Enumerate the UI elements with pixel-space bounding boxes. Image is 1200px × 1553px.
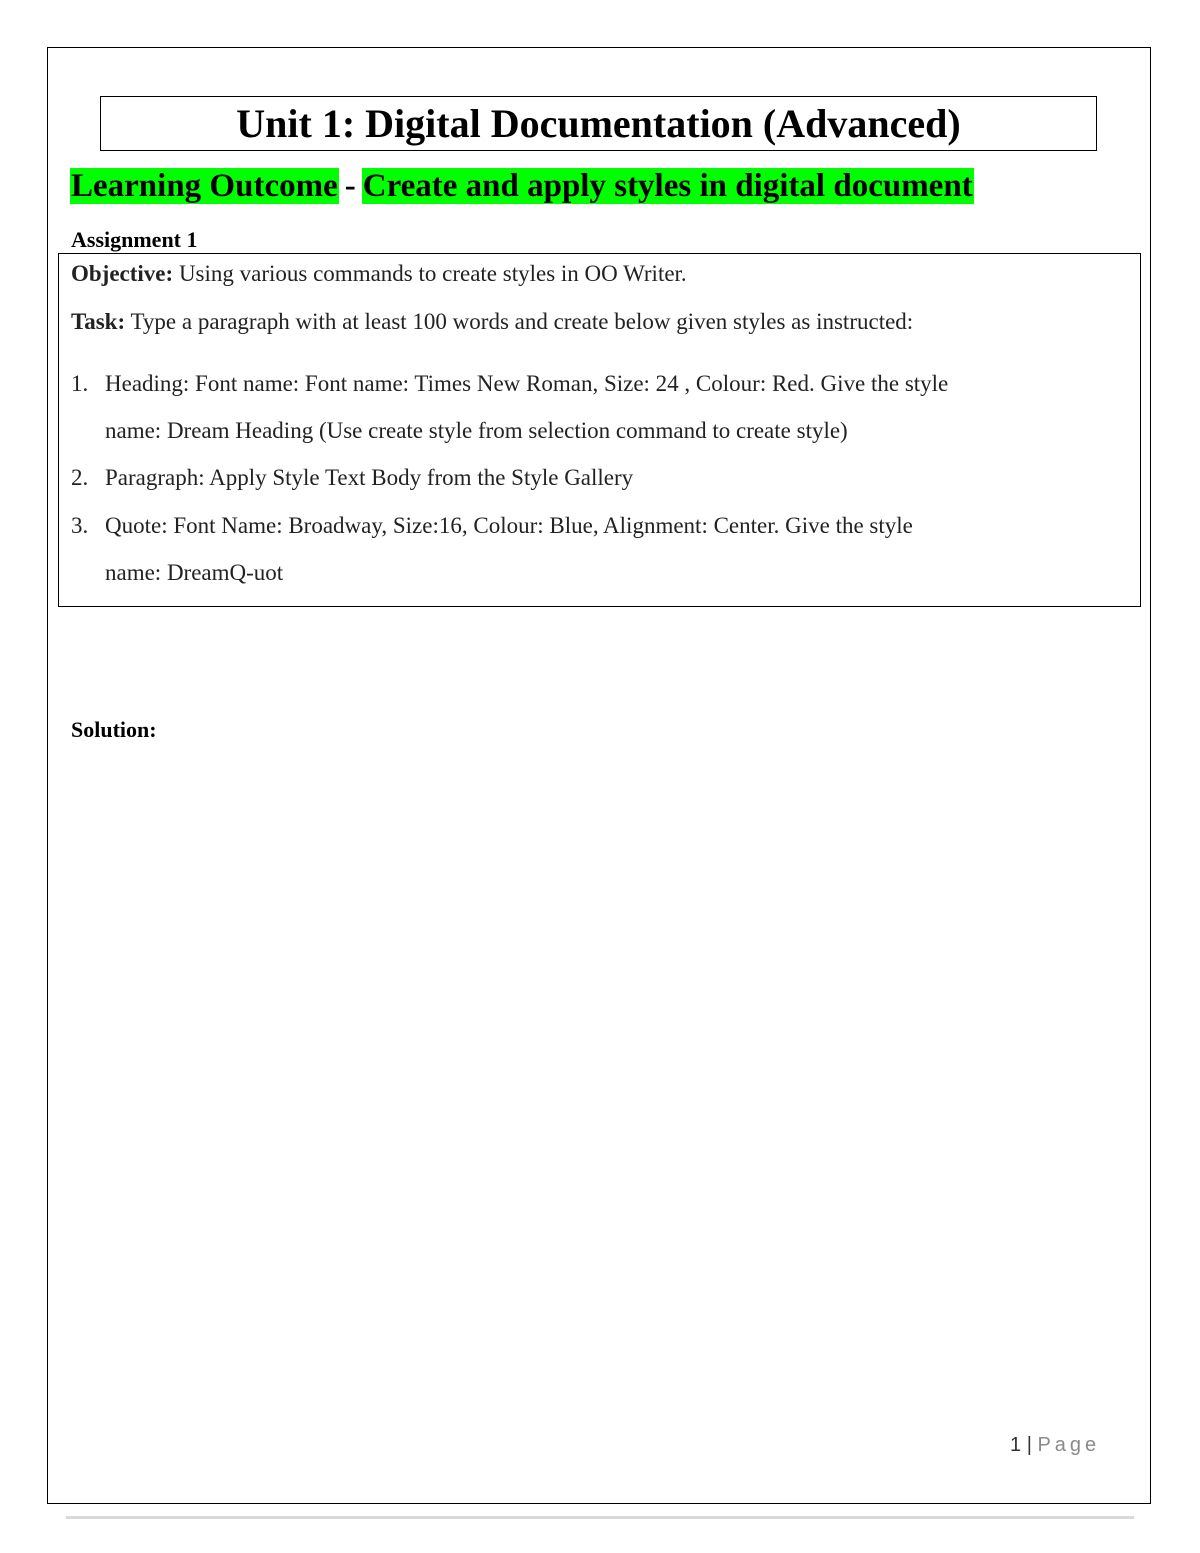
assignment-box	[58, 253, 1141, 607]
task-line	[71, 307, 913, 337]
list-item-text: Heading: Font name: Font name: Times New Roman, Size: 24 , Colour: Red. Give the style	[105, 371, 949, 396]
list-item-number: 2.	[71, 465, 89, 490]
task-label: Task:	[71, 309, 126, 334]
learning-outcome-line	[70, 165, 974, 207]
list-item-number: 1.	[71, 371, 89, 396]
list-item-number: 3.	[71, 513, 89, 538]
learning-outcome-separator: -	[344, 168, 356, 204]
bottom-divider	[66, 1516, 1134, 1519]
learning-outcome-text: Create and apply styles in digital document	[362, 168, 973, 204]
objective-line	[71, 259, 687, 289]
list-item-text: Quote: Font Name: Broadway, Size:16, Colour: Blue, Alignment: Center. Give the style	[105, 513, 913, 538]
page-footer	[1010, 1432, 1100, 1458]
page-number: 1	[1010, 1434, 1022, 1456]
learning-outcome-label: Learning Outcome	[71, 168, 338, 204]
list-item-text: name: Dream Heading (Use create style from selection command to create style)	[105, 418, 848, 443]
objective-label: Objective:	[71, 261, 174, 286]
title-box	[100, 96, 1097, 151]
list-item-text: name: DreamQ-uot	[105, 560, 284, 585]
task-text: Type a paragraph with at least 100 words and create below given styles as instructed:	[130, 309, 914, 334]
solution-label: Solution:	[71, 717, 157, 742]
page-divider: |	[1026, 1434, 1032, 1456]
list-item-text: Paragraph: Apply Style Text Body from the Style Gallery	[105, 465, 634, 490]
page-word: Page	[1037, 1434, 1101, 1456]
assignment-label: Assignment 1	[71, 227, 198, 252]
objective-text: Using various commands to create styles in OO Writer.	[178, 261, 687, 286]
page-title: Unit 1: Digital Documentation (Advanced)	[236, 100, 961, 146]
